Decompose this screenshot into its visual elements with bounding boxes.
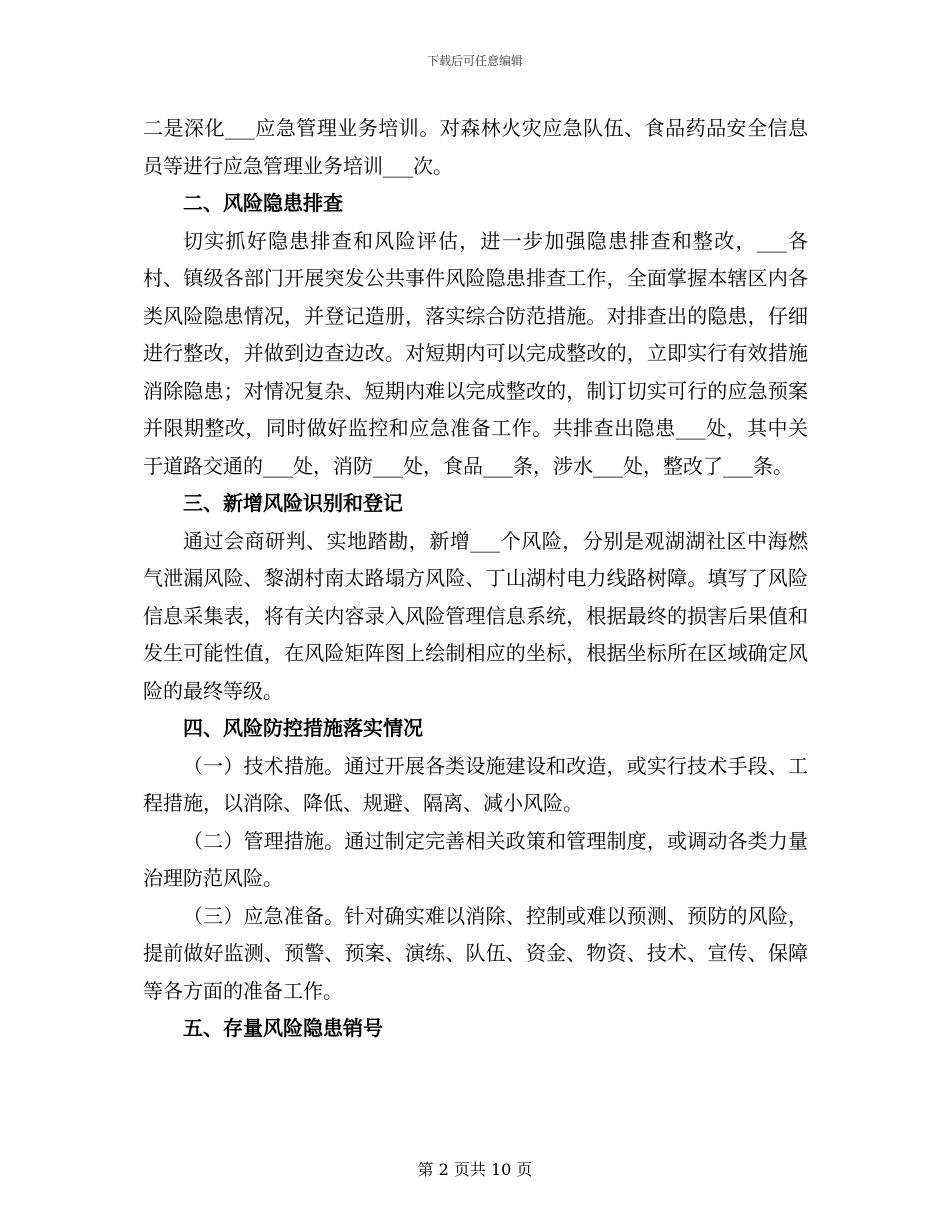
page-footer: 第 2 页共 10 页 <box>417 1160 533 1179</box>
section-heading-risk-control: 四、风险防控措施落实情况 <box>183 716 423 740</box>
paragraph-hazard-inspection: 切实抓好隐患排查和风险评估，进一步加强隐患排查和整改，___各村、镇级各部门开展突发公共事件风险隐患排查工作，全面掌握本辖区内各类风险隐患情况，并登记造册，落实综合防范措施。对排查出的隐患，仔细进行整改，并做到边查边改。对短期内可以完成整改的，立即实行有效措施消除隐患；对情况复杂、短期内难以完成整改的，制订切实可行的应急预案并限期整改，同时做好监控和应急准备工作。共排查出隐患___处，其中关于道路交通的___处，消防___处，食品___条，涉水___处，整改了___条。 <box>143 228 808 478</box>
page-header: 下载后可任意编辑 <box>426 54 523 68</box>
section-heading-new-risk: 三、新增风险识别和登记 <box>183 491 403 515</box>
section-heading-risk-cancellation: 五、存量风险隐患销号 <box>183 1016 383 1040</box>
paragraph-technical-measures: （一）技术措施。通过开展各类设施建设和改造，或实行技术手段、工程措施，以消除、降低、规避、隔离、减小风险。 <box>143 753 808 815</box>
document-body <box>143 110 808 1048</box>
paragraph-new-risk: 通过会商研判、实地踏勘，新增___个风险，分别是观湖湖社区中海燃气泄漏风险、黎湖村南太路塌方风险、丁山湖村电力线路树障。填写了风险信息采集表，将有关内容录入风险管理信息系统，根据最终的损害后果值和发生可能性值，在风险矩阵图上绘制相应的坐标，根据坐标所在区域确定风险的最终等级。 <box>143 528 808 703</box>
section-heading-hazard-inspection: 二、风险隐患排查 <box>183 191 343 215</box>
paragraph-management-measures: （二）管理措施。通过制定完善相关政策和管理制度，或调动各类力量治理防范风险。 <box>143 828 808 890</box>
paragraph-training: 二是深化___应急管理业务培训。对森林火灾应急队伍、食品药品安全信息员等进行应急管理业务培训___次。 <box>143 116 808 178</box>
paragraph-emergency-preparation: （三）应急准备。针对确实难以消除、控制或难以预测、预防的风险，提前做好监测、预警、预案、演练、队伍、资金、物资、技术、宣传、保障等各方面的准备工作。 <box>143 903 808 1003</box>
